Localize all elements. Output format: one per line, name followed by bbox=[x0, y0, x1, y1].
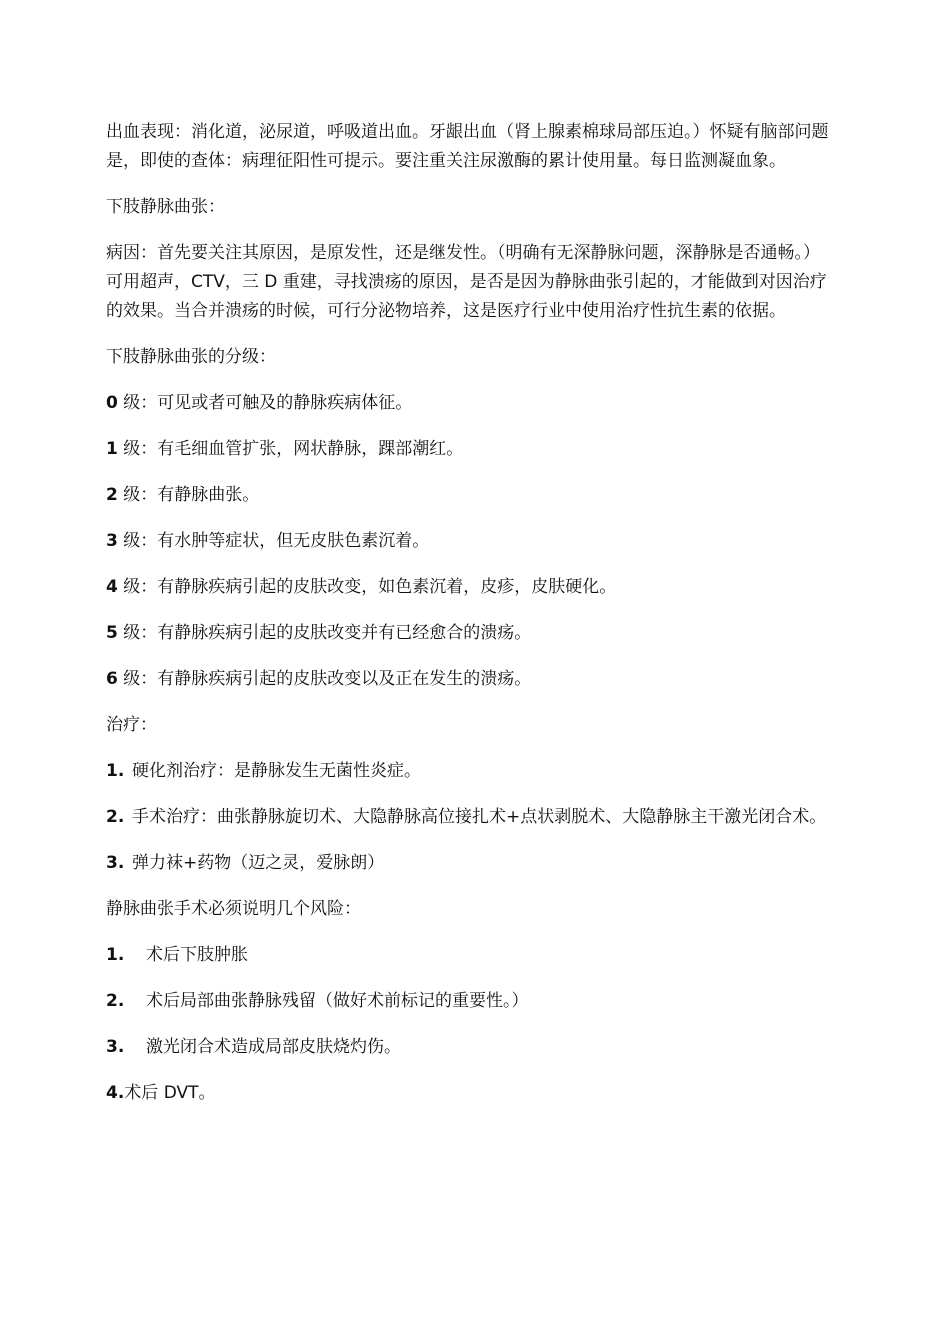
treatment-text: 硬化剂治疗：是静脉发生无菌性炎症。 bbox=[132, 761, 421, 781]
treatment-item bbox=[106, 803, 836, 832]
etiology-paragraph: 病因：首先要关注其原因，是原发性，还是继发性。（明确有无深静脉问题，深静脉是否通畅。）可用超声，CTV，三 D 重建，寻找溃疡的原因，是否是因为静脉曲张引起的，才能做到对因治疗的效果。当合并溃疡的时候，可行分泌物培养，这是医疗行业中使用治疗性抗生素的依据。 bbox=[106, 243, 827, 321]
grade-text: 级：有水肿等症状，但无皮肤色素沉着。 bbox=[123, 531, 430, 551]
grade-item bbox=[106, 389, 836, 418]
varicose-heading: 下肢静脉曲张： bbox=[106, 197, 225, 217]
risk-heading: 静脉曲张手术必须说明几个风险： bbox=[106, 899, 361, 919]
treatment-number: 1. bbox=[106, 761, 125, 781]
risk-text: 激光闭合术造成局部皮肤烧灼伤。 bbox=[146, 1037, 401, 1057]
grade-number: 1 bbox=[106, 439, 118, 459]
risk-item bbox=[106, 1033, 836, 1062]
grade-text: 级：有静脉曲张。 bbox=[123, 485, 260, 505]
grade-text: 级：可见或者可触及的静脉疾病体征。 bbox=[123, 393, 413, 413]
grading-heading: 下肢静脉曲张的分级： bbox=[106, 347, 276, 367]
risk-text: 术后下肢肿胀 bbox=[146, 945, 248, 965]
treatment-item bbox=[106, 849, 836, 878]
risk-number: 3. bbox=[106, 1037, 125, 1057]
risk-text: 术后 DVT。 bbox=[124, 1083, 216, 1103]
treatment-number: 2. bbox=[106, 807, 125, 827]
grade-item bbox=[106, 435, 836, 464]
treatment-number: 3. bbox=[106, 853, 125, 873]
risk-text: 术后局部曲张静脉残留（做好术前标记的重要性。） bbox=[146, 991, 529, 1011]
grade-text: 级：有毛细血管扩张，网状静脉，踝部潮红。 bbox=[123, 439, 464, 459]
grade-number: 5 bbox=[106, 623, 118, 643]
grade-item bbox=[106, 481, 836, 510]
grade-item bbox=[106, 619, 836, 648]
risk-number: 1. bbox=[106, 945, 125, 965]
treatment-text: 弹力袜+药物（迈之灵，爱脉朗） bbox=[132, 853, 385, 873]
grade-text: 级：有静脉疾病引起的皮肤改变并有已经愈合的溃疡。 bbox=[123, 623, 532, 643]
risk-number: 2. bbox=[106, 991, 125, 1011]
grade-item bbox=[106, 573, 836, 602]
grade-item bbox=[106, 665, 836, 694]
treatment-text: 手术治疗：曲张静脉旋切术、大隐静脉高位接扎术+点状剥脱术、大隐静脉主干激光闭合术。 bbox=[132, 807, 827, 827]
risk-item bbox=[106, 1079, 836, 1108]
treatment-item bbox=[106, 757, 836, 786]
grade-number: 6 bbox=[106, 669, 118, 689]
document-body bbox=[106, 118, 836, 1125]
grade-number: 2 bbox=[106, 485, 118, 505]
grade-number: 3 bbox=[106, 531, 118, 551]
bleeding-paragraph: 出血表现：消化道，泌尿道，呼吸道出血。牙龈出血（肾上腺素棉球局部压迫。）怀疑有脑部问题是，即使的查体：病理征阳性可提示。要注重关注尿激酶的累计使用量。每日监测凝血象。 bbox=[106, 122, 829, 171]
risk-item bbox=[106, 987, 836, 1016]
grade-text: 级：有静脉疾病引起的皮肤改变以及正在发生的溃疡。 bbox=[123, 669, 532, 689]
grade-text: 级：有静脉疾病引起的皮肤改变，如色素沉着，皮疹，皮肤硬化。 bbox=[123, 577, 617, 597]
grade-number: 4 bbox=[106, 577, 118, 597]
risk-number: 4. bbox=[106, 1083, 125, 1103]
grade-number: 0 bbox=[106, 393, 118, 413]
risk-item bbox=[106, 941, 836, 970]
grade-item bbox=[106, 527, 836, 556]
treatment-heading: 治疗： bbox=[106, 715, 157, 735]
